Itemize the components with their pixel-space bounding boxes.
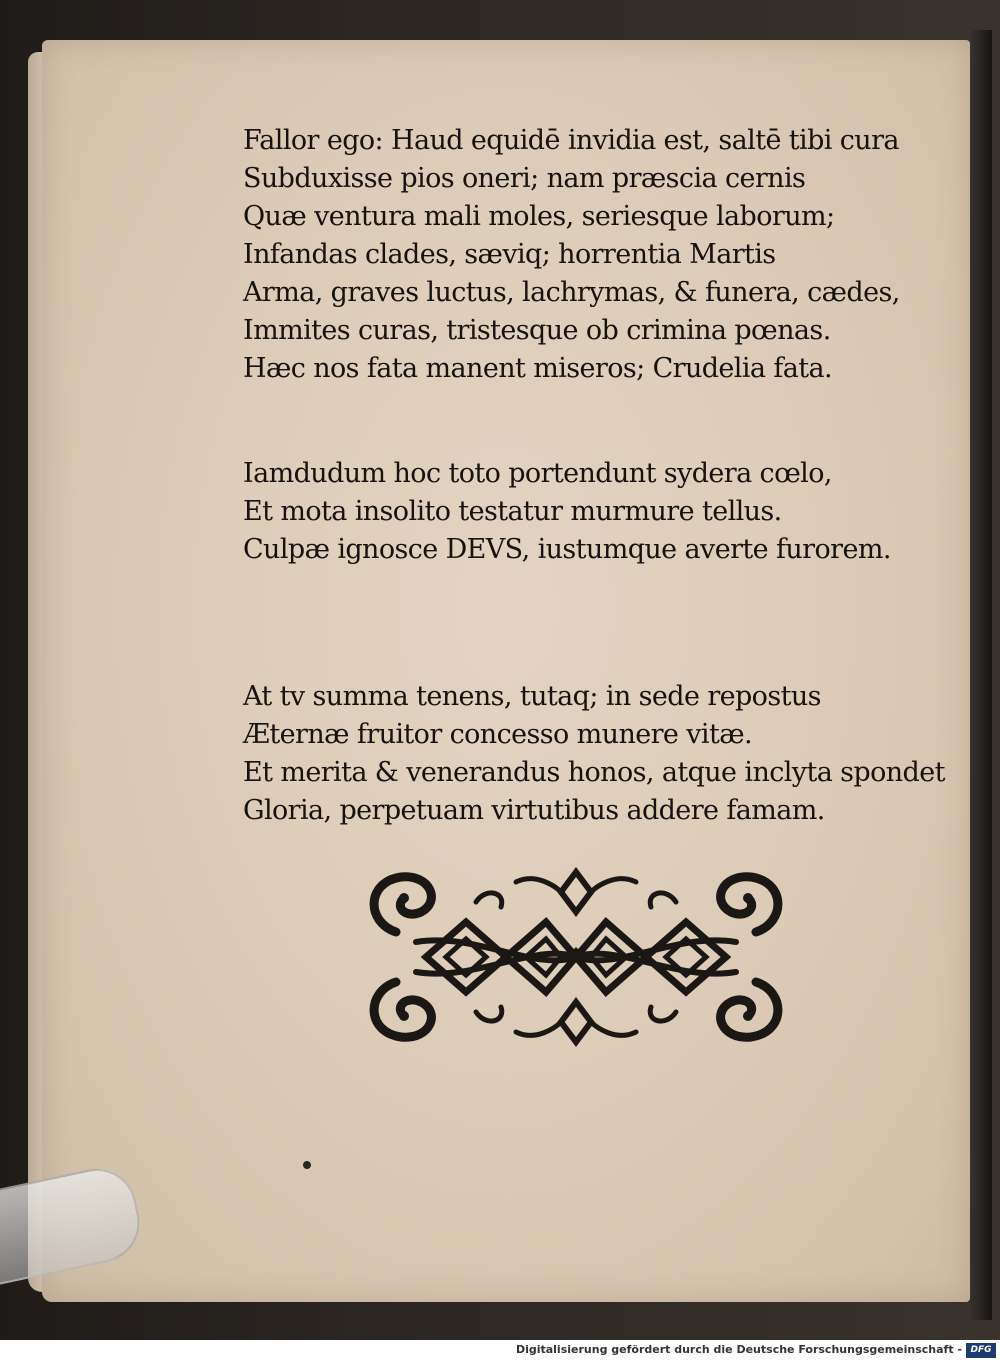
poem-stanza-2 xyxy=(243,455,933,569)
verse-line: Fallor ego: Haud equidē invidia est, saltē tibi cura xyxy=(243,125,899,156)
verse-line: Gloria, perpetuam virtutibus addere famam. xyxy=(243,795,825,826)
verse-line: Infandas clades, sæviq; horrentia Martis xyxy=(243,239,776,270)
verse-line: Subduxisse pios oneri; nam præscia cernis xyxy=(243,163,806,194)
funding-notice: Digitalisierung gefördert durch die Deutsche Forschungsgemeinschaft - xyxy=(515,1343,962,1356)
verse-line: Et merita & venerandus honos, atque inclyta spondet xyxy=(243,757,945,788)
verse-line: Quæ ventura mali moles, seriesque laborum; xyxy=(243,201,835,232)
footer-bar xyxy=(0,1340,1000,1362)
verse-line: Culpæ ignosce DEVS, iustumque averte furorem. xyxy=(243,534,891,565)
dfg-logo: DFG xyxy=(966,1343,996,1358)
verse-line: At tv summa tenens, tutaq; in sede repostus xyxy=(243,681,821,712)
ink-speck xyxy=(303,1161,311,1169)
book-spine-edge xyxy=(968,30,992,1320)
verse-line: Iamdudum hoc toto portendunt sydera cœlo, xyxy=(243,458,832,489)
verse-line: Immites curas, tristesque ob crimina pœnas. xyxy=(243,315,831,346)
verse-line: Et mota insolito testatur murmure tellus. xyxy=(243,496,782,527)
verse-line: Arma, graves luctus, lachrymas, & funera, cædes, xyxy=(243,277,900,308)
interlaced-knot-ornament-icon xyxy=(356,862,796,1052)
verse-line: Æternæ fruitor concesso munere vitæ. xyxy=(243,719,752,750)
poem-stanza-1 xyxy=(243,122,933,388)
poem-stanza-3 xyxy=(243,678,945,830)
verse-line: Hæc nos fata manent miseros; Crudelia fata. xyxy=(243,353,832,384)
